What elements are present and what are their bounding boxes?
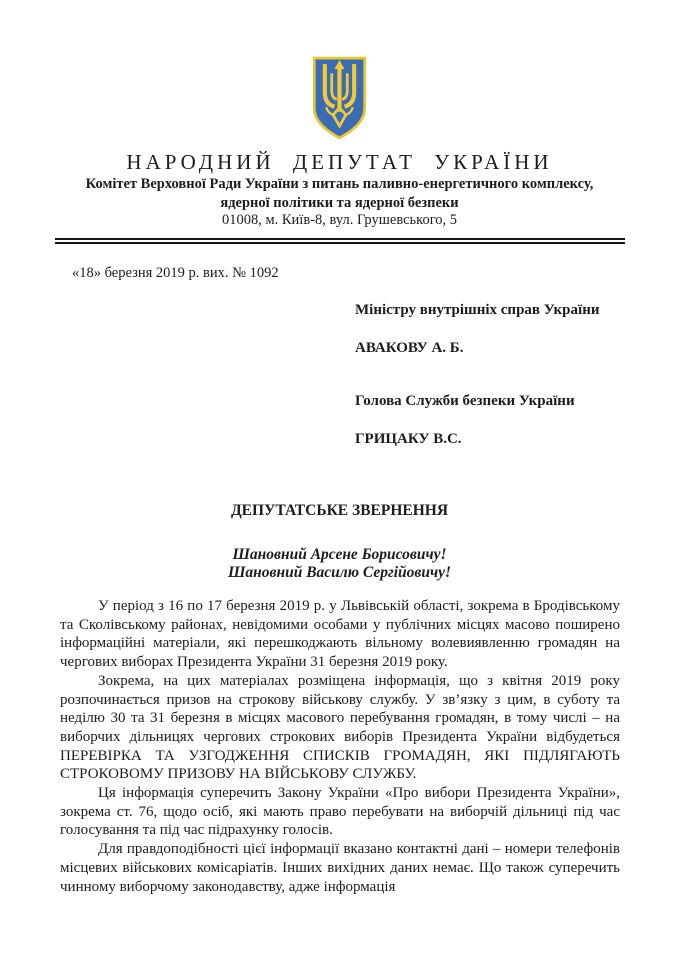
letterhead-title: НАРОДНИЙ ДЕПУТАТ УКРАЇНИ — [126, 150, 553, 174]
salutation-line: Шановний Василю Сергійовичу! — [227, 564, 451, 581]
recipient — [355, 393, 620, 448]
recipient-name: АВАКОВУ А. Б. — [355, 340, 464, 356]
letterhead-address: 01008, м. Київ-8, вул. Грушевського, 5 — [221, 212, 458, 228]
salutation-line: Шановний Арсене Борисовичу! — [232, 546, 447, 563]
body-paragraph: Зокрема, на цих матеріалах розміщена інформація, що з квітня 2019 року розпочинається призов на строкову військову службу. У зв’язку з цим, в суботу та неділю 30 та 31 березня в місцях масового перебування громадян, в тому числі – на виборчих дільницях чергових строкових виборів Президента України відбудеться ПЕРЕВІРКА ТА УЗГОДЖЕННЯ СПИСКІВ ГРОМАДЯН, ЯКІ ПІДЛЯГАЮТЬ СТРОКОВОМУ ПРИЗОВУ НА ВІЙСЬКОВУ СЛУЖБУ. — [60, 672, 620, 783]
ukraine-coat-of-arms-icon — [312, 54, 367, 142]
body-paragraph: Ця інформація суперечить Закону України «Про вибори Президента України», зокрема ст. 76, щодо осіб, які мають право перебувати на виборчій дільниці під час голосування та під час підрахунку голосів. — [60, 785, 620, 839]
letterhead-committee-line1: Комітет Верховної Ради України з питань паливно-енергетичного комплексу, — [85, 176, 594, 192]
salutation — [0, 546, 679, 582]
recipient — [355, 302, 620, 357]
recipient-name: ГРИЦАКУ В.С. — [355, 431, 462, 447]
letterhead-divider — [55, 238, 625, 244]
outgoing-date-number: «18» березня 2019 р. вих. № 1092 — [72, 265, 279, 281]
body-paragraph: Для правдоподібності цієї інформації вказано контактні дані – номери телефонів місцевих військових комісаріатів. Інших вихідних даних немає. Що також суперечить чинному виборчому законодавству, адже інформація — [60, 841, 620, 895]
recipients-block — [355, 302, 620, 448]
recipient-title: Міністру внутрішніх справ України — [355, 302, 600, 318]
body-paragraph: У період з 16 по 17 березня 2019 р. у Львівській області, зокрема в Бродівському та Сколівському районах, невідомими особами у публічних місцях масово поширено інформаційні матеріали, які перешкоджають вільному волевиявленню громадян на чергових виборах Президента України 31 березня 2019 року. — [60, 598, 620, 671]
document-heading: ДЕПУТАТСЬКЕ ЗВЕРНЕННЯ — [230, 502, 449, 519]
letterhead-committee-line2: ядерної політики та ядерної безпеки — [220, 195, 459, 211]
letterhead — [0, 0, 679, 244]
recipient-title: Голова Служби безпеки України — [355, 393, 575, 409]
letter-body — [60, 597, 620, 896]
